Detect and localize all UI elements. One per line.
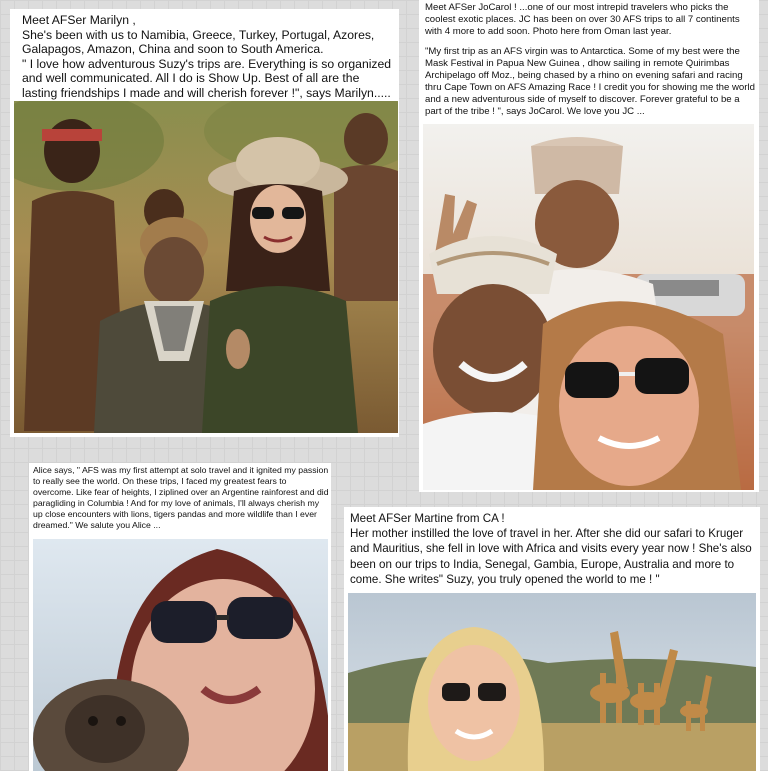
martine-caption <box>350 511 758 587</box>
marilyn-destinations: She's been with us to Namibia, Greece, Turkey, Portugal, Azores, Galapagos, Amazon, China and soon to South America. <box>22 27 375 56</box>
marilyn-caption <box>22 13 392 100</box>
alice-text: Alice says, " AFS was my first attempt at solo travel and it ignited my passion to really see the world. On these trips, I faced my greatest fears to overcome. Like fear of heights, I ziplined over an Argentine rainforest and did paragliding in Columbia ! And for my love of animals, I'll always cherish my up close encounters with lions, tigers pandas and more wildlife than I ever dreamed." We salute you Alice ... <box>33 465 329 530</box>
jocarol-card <box>419 0 759 492</box>
alice-caption <box>33 465 329 531</box>
jocarol-quote: "My first trip as an AFS virgin was to Antarctica. Some of my best were the Mask Festival in Papua New Guinea , dhow sailing in remote Quirimbas Archipelago off Moz., being chased by a rhino on evening safari and racing thru Cape Town on AFS Amazing Race ! I credit you for showing me the world and a new adventurous side of myself to discover. Forever grateful to be a part of the tribe ! ", says JoCarol. We love you JC ... <box>425 46 755 117</box>
martine-photo <box>348 593 756 771</box>
martine-text: Her mother instilled the love of travel in her. After she did our safari to Kruger and Mauritius, she fell in love with Africa and visits every year now ! She's also been on our trips to India, Senegal, Gambia, Europe, Australia and more to come. She writes" Suzy, you truly opened the world to me ! " <box>350 527 752 586</box>
jocarol-caption <box>425 2 755 118</box>
marilyn-heading: Meet AFSer Marilyn , <box>22 13 136 27</box>
jocarol-intro: Meet AFSer JoCarol ! ...one of our most intrepid travelers who picks the coolest exotic places. JC has been on over 30 AFS trips to all 7 continents with 4 more to add soon. Photo here from Oman last year. <box>425 2 740 37</box>
marilyn-card <box>10 9 399 437</box>
marilyn-photo <box>14 101 398 433</box>
martine-heading: Meet AFSer Martine from CA ! <box>350 512 505 525</box>
marilyn-quote: " I love how adventurous Suzy's trips are. Everything is so organized and well communicated. All I do is Show Up. Best of all are the lasting friendships I made and will cherish forever !", says Marilyn..... <box>22 56 392 100</box>
alice-card <box>29 463 331 771</box>
alice-photo <box>33 539 328 771</box>
jocarol-photo <box>423 124 754 490</box>
martine-card <box>344 507 760 771</box>
